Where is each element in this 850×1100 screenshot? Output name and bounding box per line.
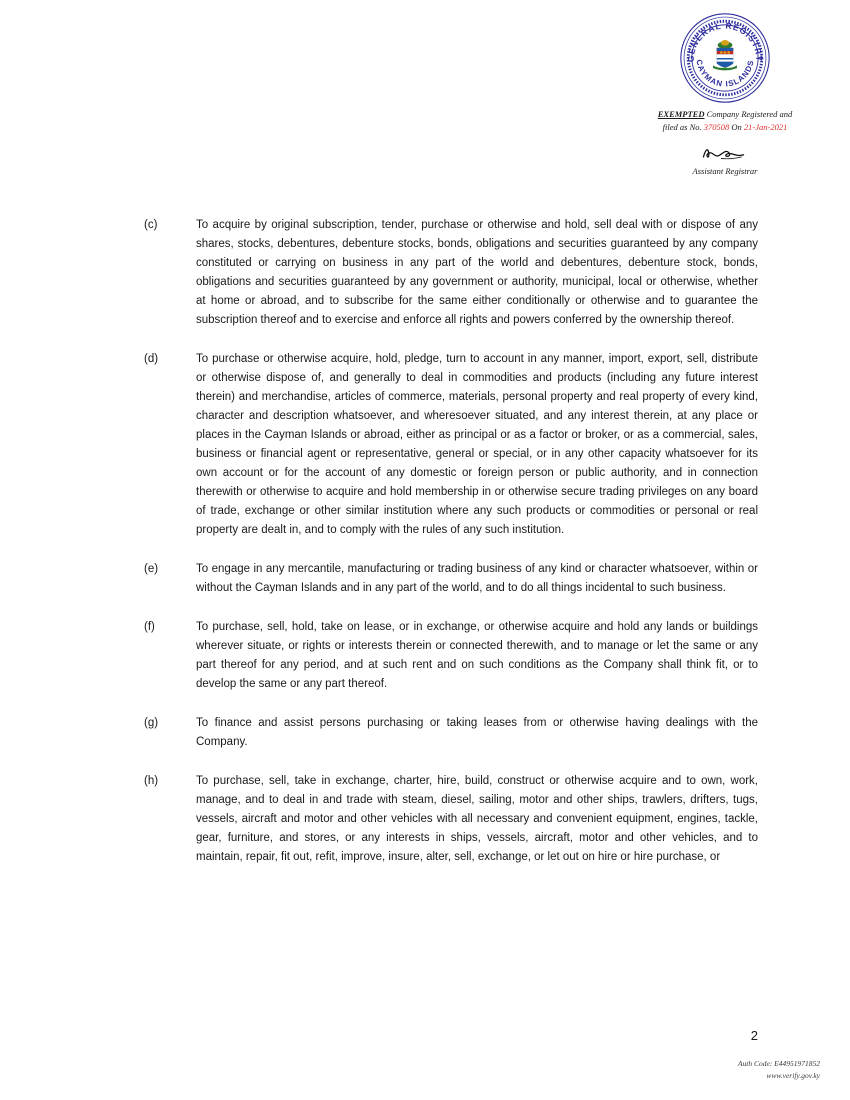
verify-url: www.verify.gov.ky xyxy=(766,1071,820,1081)
clause-text: To acquire by original subscription, tender, purchase or otherwise and hold, sell deal with or dispose of any shares, stocks, debentures, debenture stocks, bonds, obligations and securities guaranteed by any company constituted or carrying on business in any part of the world and debentures, debenture stock, bonds, obligations and securities guaranteed by any government or authority, municipal, local or otherwise, whether at home or abroad, and to subscribe for the same either conditionally or otherwise and to guarantee the subscription thereof and to exercise and enforce all rights and powers conferred by the ownership thereof. xyxy=(196,219,758,326)
clause-item xyxy=(144,216,758,330)
svg-text:GENERAL REGISTRY: GENERAL REGISTRY xyxy=(685,20,765,63)
clause-text: To engage in any mercantile, manufacturing or trading business of any kind or character whatsoever, within or without the Cayman Islands and in any part of the world, and to do all things incidental to such business. xyxy=(196,563,758,594)
filing-date: 21-Jan-2021 xyxy=(743,122,788,133)
stamp-on-label: On xyxy=(729,122,744,133)
authentication-footer xyxy=(738,1058,820,1083)
clause-item xyxy=(144,618,758,694)
clause-text: To purchase, sell, take in exchange, charter, hire, build, construct or otherwise acquire and to own, work, manage, and to deal in and trade with steam, diesel, sailing, motor and other ships, trawlers, drifters, tugs, vessels, aircraft and motor and other vehicles with all necessary and convenient equipment, engines, tackle, gear, furniture, and stores, or any interests in ships, vessels, aircraft, motor and other vehicles, and to maintain, repair, fit out, refit, improve, insure, alter, sell, exchange, or let out on hire or hire purchase, or xyxy=(196,775,758,863)
clause-label: (e) xyxy=(144,563,159,575)
registration-stamp-block xyxy=(630,12,820,176)
clause-item xyxy=(144,772,758,867)
stamp-registered-line xyxy=(630,108,820,121)
clause-text: To purchase, sell, hold, take on lease, or in exchange, or otherwise acquire and hold any lands or buildings wherever situate, or rights or interests therein or connected therewith, and to manage or let the same or any part thereof for any period, and at such rent and on such conditions as the Company shall think fit, or to develop the same or any part thereof. xyxy=(196,621,758,690)
clause-label: (c) xyxy=(144,219,158,231)
assistant-registrar-title: Assistant Registrar xyxy=(692,166,758,177)
exempted-label: EXEMPTED xyxy=(657,109,705,119)
clause-item xyxy=(144,560,758,598)
clause-text: To purchase or otherwise acquire, hold, pledge, turn to account in any manner, import, export, sell, distribute or otherwise dispose of, and generally to deal in commodities and products (including any future interest therein) and merchandise, articles of commerce, materials, personal property and real property of every kind, character and description whatsoever, and wheresoever situated, and any interest therein, at any place or places in the Cayman Islands or abroad, either as principal or as a factor or broker, or as a commercial, sales, business or financial agent or representative, general or special, or in any other capacity whatsoever for its own account or for the account of any domestic or foreign person or public authority, and in connection therewith or otherwise to acquire and hold membership in or otherwise secure trading privileges on any board of trade, exchange or other similar institution where any such products or commodities or personal or real property are dealt in, and to comply with the rules of any such institution. xyxy=(196,353,758,536)
memorandum-clause-list xyxy=(144,216,758,887)
svg-text:CAYMAN ISLANDS: CAYMAN ISLANDS xyxy=(694,58,756,89)
clause-item xyxy=(144,714,758,752)
stamp-filing-line xyxy=(630,121,820,134)
stamp-line1-rest: Company Registered and xyxy=(704,109,793,119)
clause-label: (g) xyxy=(144,717,159,729)
page-number: 2 xyxy=(750,1028,758,1043)
cayman-islands-general-registry-seal-icon xyxy=(679,12,771,104)
registration-number: 370508 xyxy=(703,122,730,133)
handwritten-signature-icon xyxy=(630,144,820,164)
clause-label: (f) xyxy=(144,621,155,633)
stamp-filed-prefix: filed as No. xyxy=(662,122,704,133)
clause-item xyxy=(144,350,758,540)
clause-label: (h) xyxy=(144,775,159,787)
clause-label: (d) xyxy=(144,353,159,365)
auth-code: Auth Code: E44951971852 xyxy=(737,1059,820,1068)
clause-text: To finance and assist persons purchasing or taking leases from or otherwise having dealings with the Company. xyxy=(196,717,758,748)
